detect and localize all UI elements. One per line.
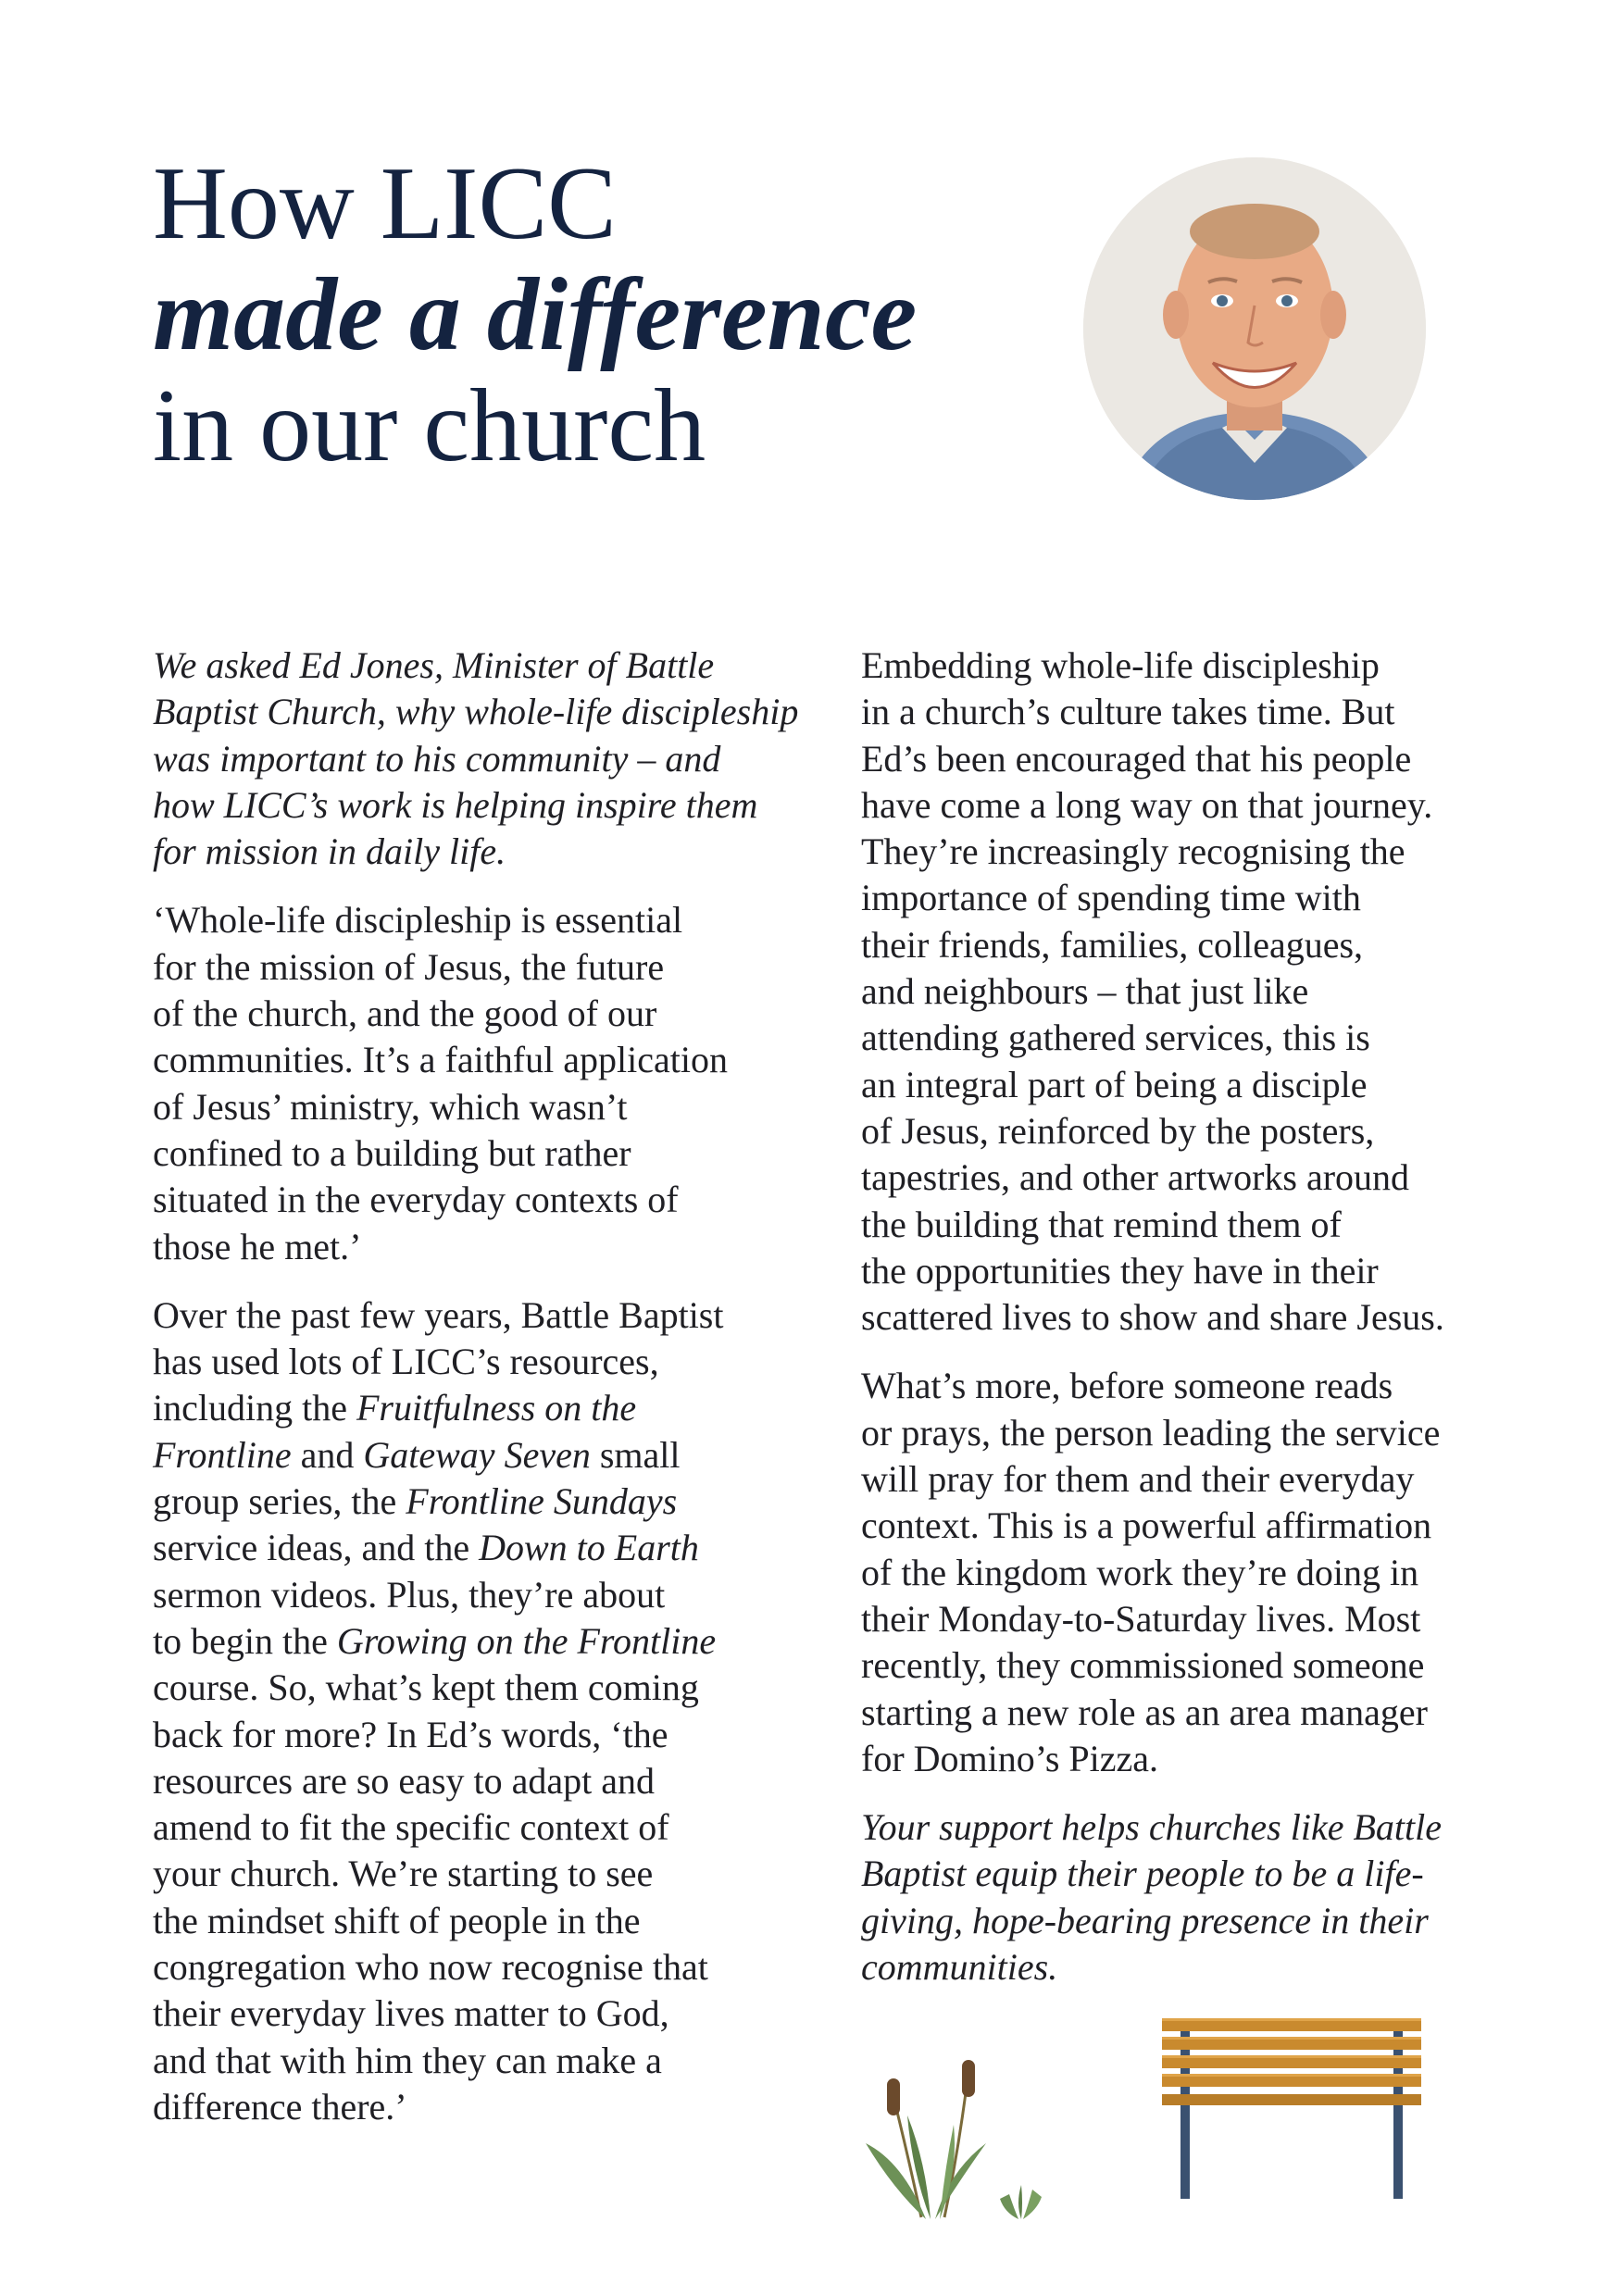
portrait-photo bbox=[1083, 157, 1426, 500]
quote-line: confined to a building but rather bbox=[153, 1131, 631, 1174]
embedding-line: tapestries, and other artworks around bbox=[861, 1156, 1410, 1199]
embedding-line: Ed’s been encouraged that his people bbox=[861, 737, 1412, 780]
resources-paragraph bbox=[153, 1292, 833, 2130]
embedding-line: an integral part of being a disciple bbox=[861, 1063, 1368, 1105]
resources-line: back for more? In Ed’s words, ‘the bbox=[153, 1713, 668, 1755]
resources-line: their everyday lives matter to God, bbox=[153, 1992, 669, 2035]
embedding-line: They’re increasingly recognising the bbox=[861, 830, 1405, 873]
title-line-2: made a difference bbox=[153, 257, 918, 372]
resources-line: congregation who now recognise that bbox=[153, 1946, 708, 1989]
resources-text: including the bbox=[153, 1387, 356, 1429]
quote-line: for the mission of Jesus, the future bbox=[153, 945, 665, 988]
resources-line: resources are so easy to adapt and bbox=[153, 1759, 655, 1802]
embedding-line: in a church’s culture takes time. But bbox=[861, 691, 1395, 733]
quote-line: of the church, and the good of our bbox=[153, 992, 657, 1035]
resources-line: difference there.’ bbox=[153, 2085, 407, 2128]
support-line: communities. bbox=[861, 1946, 1058, 1989]
resource-title: Growing on the Frontline bbox=[336, 1619, 717, 1662]
support-line: giving, hope-bearing presence in their bbox=[861, 1899, 1429, 1941]
resources-line bbox=[153, 1385, 833, 1431]
right-column bbox=[861, 643, 1509, 2013]
resources-line: and that with him they can make a bbox=[153, 2039, 662, 2081]
whats-more-paragraph bbox=[861, 1363, 1509, 1782]
support-line: Baptist equip their people to be a life- bbox=[861, 1853, 1424, 1895]
left-column bbox=[153, 643, 833, 2152]
resources-line bbox=[153, 1618, 833, 1665]
embedding-line: have come a long way on that journey. bbox=[861, 783, 1433, 826]
quote-line: those he met.’ bbox=[153, 1225, 362, 1267]
whats-more-line: context. This is a powerful affirmation bbox=[861, 1504, 1432, 1547]
intro-line: was important to his community – and bbox=[153, 737, 721, 780]
embedding-line: the opportunities they have in their bbox=[861, 1249, 1379, 1292]
resources-text: and bbox=[291, 1433, 364, 1476]
title-line-1: How LICC bbox=[153, 146, 617, 261]
resources-line: course. So, what’s kept them coming bbox=[153, 1666, 699, 1709]
quote-line: communities. It’s a faithful application bbox=[153, 1039, 728, 1081]
support-paragraph bbox=[861, 1804, 1509, 1990]
whats-more-line: will pray for them and their everyday bbox=[861, 1458, 1415, 1501]
resources-line bbox=[153, 1479, 833, 1525]
embedding-line: Embedding whole-life discipleship bbox=[861, 644, 1380, 686]
park-bench-icon bbox=[1162, 2018, 1421, 2203]
embedding-line: their friends, families, colleagues, bbox=[861, 923, 1364, 966]
bulrush-plants-icon bbox=[856, 2060, 1060, 2227]
embedding-line: scattered lives to show and share Jesus. bbox=[861, 1296, 1444, 1339]
whats-more-line: of the kingdom work they’re doing in bbox=[861, 1551, 1419, 1593]
intro-line: how LICC’s work is helping inspire them bbox=[153, 783, 758, 826]
resources-line bbox=[153, 1432, 833, 1479]
support-line: Your support helps churches like Battle bbox=[861, 1806, 1442, 1849]
embedding-paragraph bbox=[861, 643, 1509, 1341]
resources-text: service ideas, and the bbox=[153, 1527, 480, 1569]
resources-line: Over the past few years, Battle Baptist bbox=[153, 1293, 724, 1336]
quote-paragraph bbox=[153, 897, 833, 1269]
intro-paragraph bbox=[153, 643, 833, 875]
embedding-line: the building that remind them of bbox=[861, 1203, 1342, 1245]
resources-line: the mindset shift of people in the bbox=[153, 1899, 641, 1941]
resource-title: Frontline Sundays bbox=[406, 1480, 678, 1523]
resources-line: has used lots of LICC’s resources, bbox=[153, 1341, 659, 1383]
intro-line: for mission in daily life. bbox=[153, 830, 506, 873]
quote-line: situated in the everyday contexts of bbox=[153, 1179, 679, 1221]
whats-more-line: starting a new role as an area manager bbox=[861, 1691, 1428, 1733]
resource-title: Down to Earth bbox=[479, 1527, 699, 1569]
whats-more-line: their Monday-to-Saturday lives. Most bbox=[861, 1597, 1421, 1640]
page-title bbox=[153, 148, 917, 481]
quote-line: of Jesus’ ministry, which wasn’t bbox=[153, 1085, 628, 1128]
resource-title: Gateway Seven bbox=[363, 1433, 591, 1476]
embedding-line: and neighbours – that just like bbox=[861, 970, 1309, 1013]
embedding-line: importance of spending time with bbox=[861, 877, 1361, 919]
resources-text: small bbox=[590, 1433, 681, 1476]
resource-title: Frontline bbox=[153, 1433, 292, 1476]
portrait-illustration bbox=[1083, 157, 1426, 500]
resources-text: group series, the bbox=[153, 1480, 406, 1523]
title-line-3: in our church bbox=[153, 368, 706, 483]
whats-more-line: recently, they commissioned someone bbox=[861, 1644, 1425, 1687]
quote-line: ‘Whole-life discipleship is essential bbox=[153, 899, 683, 942]
resource-title: Fruitfulness on the bbox=[356, 1387, 637, 1429]
resources-line: your church. We’re starting to see bbox=[153, 1853, 654, 1895]
embedding-line: of Jesus, reinforced by the posters, bbox=[861, 1109, 1375, 1152]
resources-text: to begin the bbox=[153, 1619, 337, 1662]
intro-line: Baptist Church, why whole-life discipleship bbox=[153, 691, 799, 733]
embedding-line: attending gathered services, this is bbox=[861, 1017, 1370, 1059]
intro-line: We asked Ed Jones, Minister of Battle bbox=[153, 644, 715, 686]
whats-more-line: or prays, the person leading the service bbox=[861, 1411, 1441, 1454]
whats-more-line: for Domino’s Pizza. bbox=[861, 1737, 1159, 1779]
resources-line bbox=[153, 1525, 833, 1571]
resources-line: sermon videos. Plus, they’re about bbox=[153, 1573, 666, 1616]
whats-more-line: What’s more, before someone reads bbox=[861, 1365, 1393, 1407]
resources-line: amend to fit the specific context of bbox=[153, 1806, 669, 1849]
